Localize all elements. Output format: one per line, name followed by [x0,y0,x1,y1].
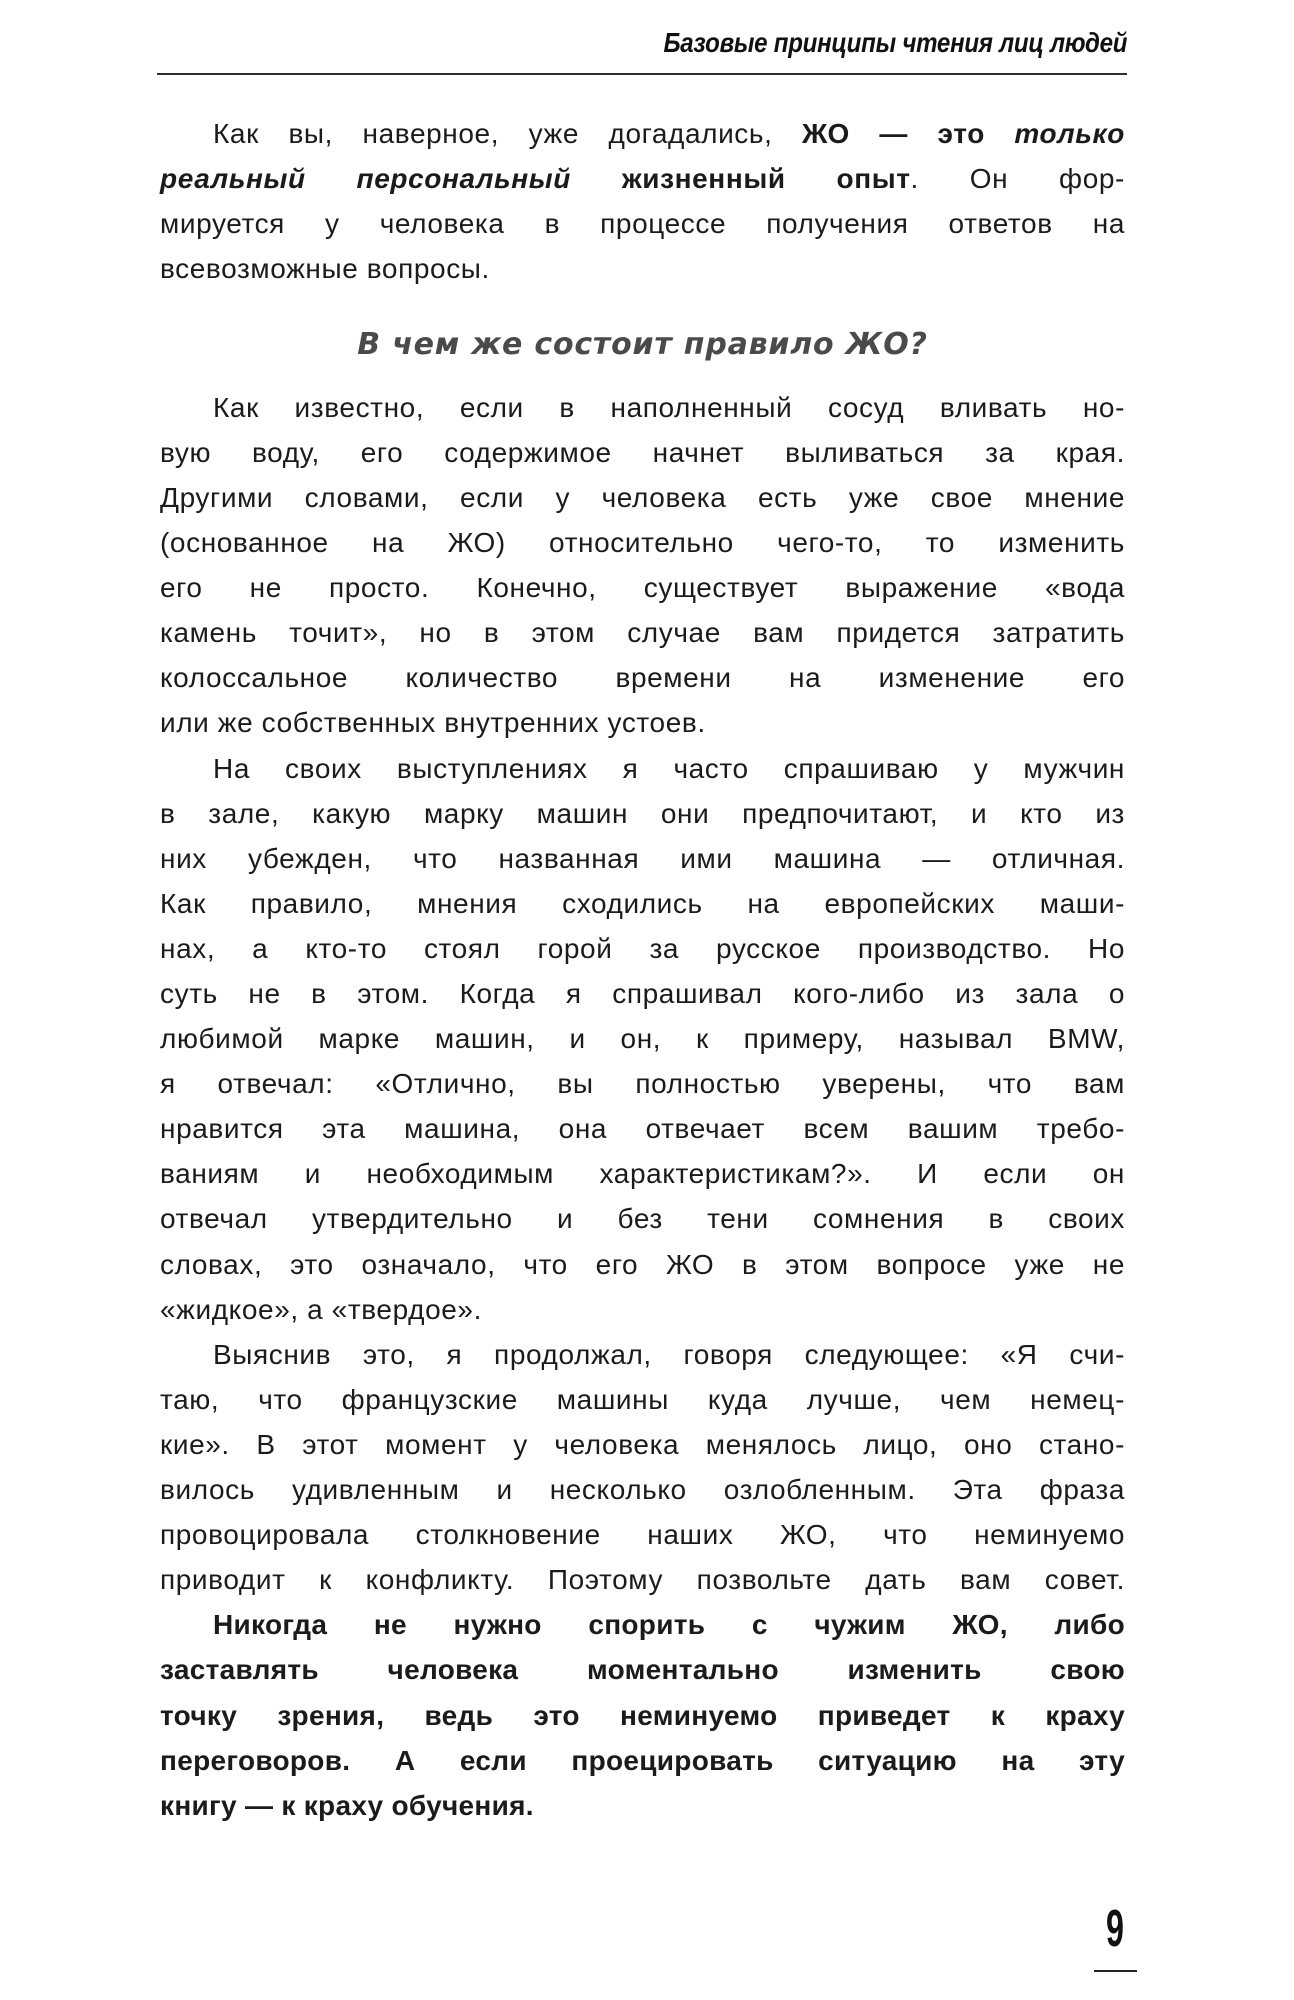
text-line [160,111,1125,156]
text-line: вилось удивленным и несколько озлобленным. Эта фраза [160,1474,1125,1506]
text-line: (основанное на ЖО) относительно чего-то, то изменить [160,527,1125,559]
text-line: любимой марке машин, и он, к примеру, называл BMW, [160,1023,1125,1055]
text-line: Выяснив это, я продолжал, говоря следующее: «Я счи- [213,1338,1125,1370]
text-line: словах, это означало, что его ЖО в этом вопросе уже не [160,1248,1125,1280]
running-title: Базовые принципы чтения лиц людей [663,27,1127,58]
text-segment: . Он фор- [910,162,1125,194]
text-line: в зале, какую марку машин они предпочитают, и кто из [160,797,1125,829]
text-line: Никогда не нужно спорить с чужим ЖО, либо [213,1609,1125,1641]
header-rule [157,73,1127,75]
text-line: вую воду, его содержимое начнет выливаться за края. [160,436,1125,468]
paragraph-3 [160,746,1125,1332]
page-number: 9 [1106,1900,1124,1958]
text-line: переговоров. А если проецировать ситуацию на эту [160,1744,1125,1776]
text-line: колоссальное количество времени на изменение его [160,662,1125,694]
paragraph-2 [160,385,1125,746]
paragraph-1 [160,111,1125,291]
text-line: таю, что французские машины куда лучше, чем немец- [160,1383,1125,1415]
text-line: суть не в этом. Когда я спрашивал кого-либо из зала о [160,978,1125,1010]
text-line: точку зрения, ведь это неминуемо приведет к краху [160,1699,1125,1731]
text-line: мируется у человека в процессе получения ответов на [160,207,1125,239]
text-line: Другими словами, если у человека есть уже свое мнение [160,481,1125,513]
text-line: всевозможные вопросы. [160,253,490,285]
text-line: заставлять человека моментально изменить свою [160,1654,1125,1686]
text-line: нах, а кто-то стоял горой за русское производство. Но [160,932,1125,964]
bold-term: жизненный опыт [571,162,911,194]
bold-term: ЖО — это [802,117,1015,149]
text-line: его не просто. Конечно, существует выражение «вода [160,572,1125,604]
text-line: кие». В этот момент у человека менялось лицо, оно стано- [160,1428,1125,1460]
text-line: камень точит», но в этом случае вам придется затратить [160,617,1125,649]
section-subheading: В чем же состоит правило ЖО? [357,326,928,362]
page-number-rule [1094,1970,1137,1972]
text-line: нравится эта машина, она отвечает всем вашим требо- [160,1113,1125,1145]
text-line: Как известно, если в наполненный сосуд вливать но- [213,391,1125,423]
text-line: отвечал утвердительно и без тени сомнения в своих [160,1203,1125,1235]
body-flow [160,385,1125,1828]
text-line: Как правило, мнения сходились на европейских маши- [160,887,1125,919]
text-line [160,156,1125,201]
text-segment: Как вы, наверное, уже догадались, [213,117,802,149]
text-line: провоцировала столкновение наших ЖО, что неминуемо [160,1519,1125,1551]
paragraph-5-key-advice [160,1602,1125,1827]
text-line: приводит к конфликту. Поэтому позвольте дать вам совет. [160,1564,1125,1596]
text-line: «жидкое», а «твердое». [160,1293,482,1325]
paragraph-4 [160,1332,1125,1603]
text-line: или же собственных внутренних устоев. [160,707,706,739]
text-line: них убежден, что названная ими машина — отличная. [160,842,1125,874]
text-line: я отвечал: «Отлично, вы полностью уверены, что вам [160,1068,1125,1100]
text-line: ваниям и необходимым характеристикам?». И если он [160,1158,1125,1190]
text-line: книгу — к краху обучения. [160,1789,534,1821]
text-line: На своих выступлениях я часто спрашиваю у мужчин [213,752,1125,784]
bold-italic-emphasis: реальный персональный [160,162,571,194]
bold-italic-emphasis: только [1014,117,1125,149]
